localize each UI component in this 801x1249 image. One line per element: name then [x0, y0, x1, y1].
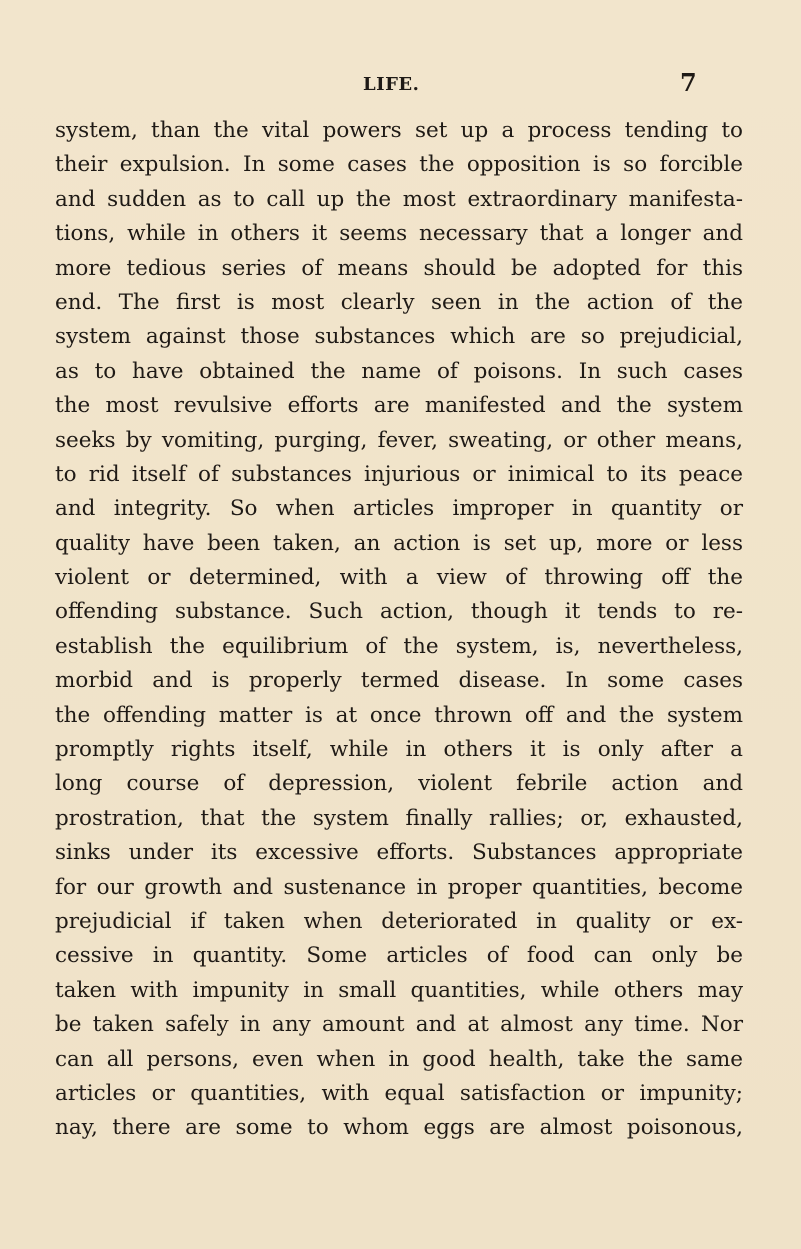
text-line: the most revulsive efforts are manifested and the system — [55, 393, 743, 419]
text-line: long course of depression, violent febrile action and — [55, 771, 743, 797]
text-line: more tedious series of means should be adopted for this — [55, 255, 743, 281]
text-line: establish the equilibrium of the system, is, nevertheless, — [55, 633, 743, 659]
text-line: for our growth and sustenance in proper quantities, become — [55, 874, 743, 900]
text-line: morbid and is properly termed disease. In some cases — [55, 668, 743, 694]
text-line: system, than the vital powers set up a process tending to — [55, 118, 743, 143]
text-line: tions, while in others it seems necessary that a longer and — [55, 221, 743, 247]
text-line: articles or quantities, with equal satisfaction or impunity; — [55, 1080, 743, 1106]
running-title: LIFE. — [363, 74, 420, 95]
text-line: and sudden as to call up the most extraordinary manifesta- — [55, 186, 743, 212]
text-line: prejudicial if taken when deteriorated in quality or ex- — [55, 908, 743, 934]
running-head — [0, 68, 801, 104]
text-line: taken with impunity in small quantities, while others may — [55, 977, 743, 1003]
text-line: seeks by vomiting, purging, fever, sweating, or other means, — [55, 427, 743, 453]
text-line: prostration, that the system finally rallies; or, exhausted, — [55, 805, 743, 831]
text-line: be taken safely in any amount and at almost any time. Nor — [55, 1012, 743, 1038]
text-line: end. The first is most clearly seen in the action of the — [55, 289, 743, 315]
text-line: violent or determined, with a view of throwing off the — [55, 565, 743, 591]
text-line: can all persons, even when in good health, take the same — [55, 1046, 743, 1072]
text-line: their expulsion. In some cases the opposition is so forcible — [55, 152, 743, 178]
text-line: promptly rights itself, while in others it is only after a — [55, 737, 743, 763]
text-line: as to have obtained the name of poisons. In such cases — [55, 358, 743, 384]
text-line: offending substance. Such action, though it tends to re- — [55, 599, 743, 625]
text-line: the offending matter is at once thrown off and the system — [55, 702, 743, 728]
page-number: 7 — [680, 68, 697, 97]
text-line: system against those substances which are so prejudicial, — [55, 324, 743, 350]
text-line: cessive in quantity. Some articles of food can only be — [55, 943, 743, 969]
text-line: to rid itself of substances injurious or inimical to its peace — [55, 461, 743, 487]
text-line: and integrity. So when articles improper in quantity or — [55, 496, 743, 522]
text-line: sinks under its excessive efforts. Substances appropriate — [55, 840, 743, 866]
text-line: quality have been taken, an action is set up, more or less — [55, 530, 743, 556]
body-paragraph — [55, 114, 743, 1146]
text-line: nay, there are some to whom eggs are almost poisonous, — [55, 1115, 743, 1141]
